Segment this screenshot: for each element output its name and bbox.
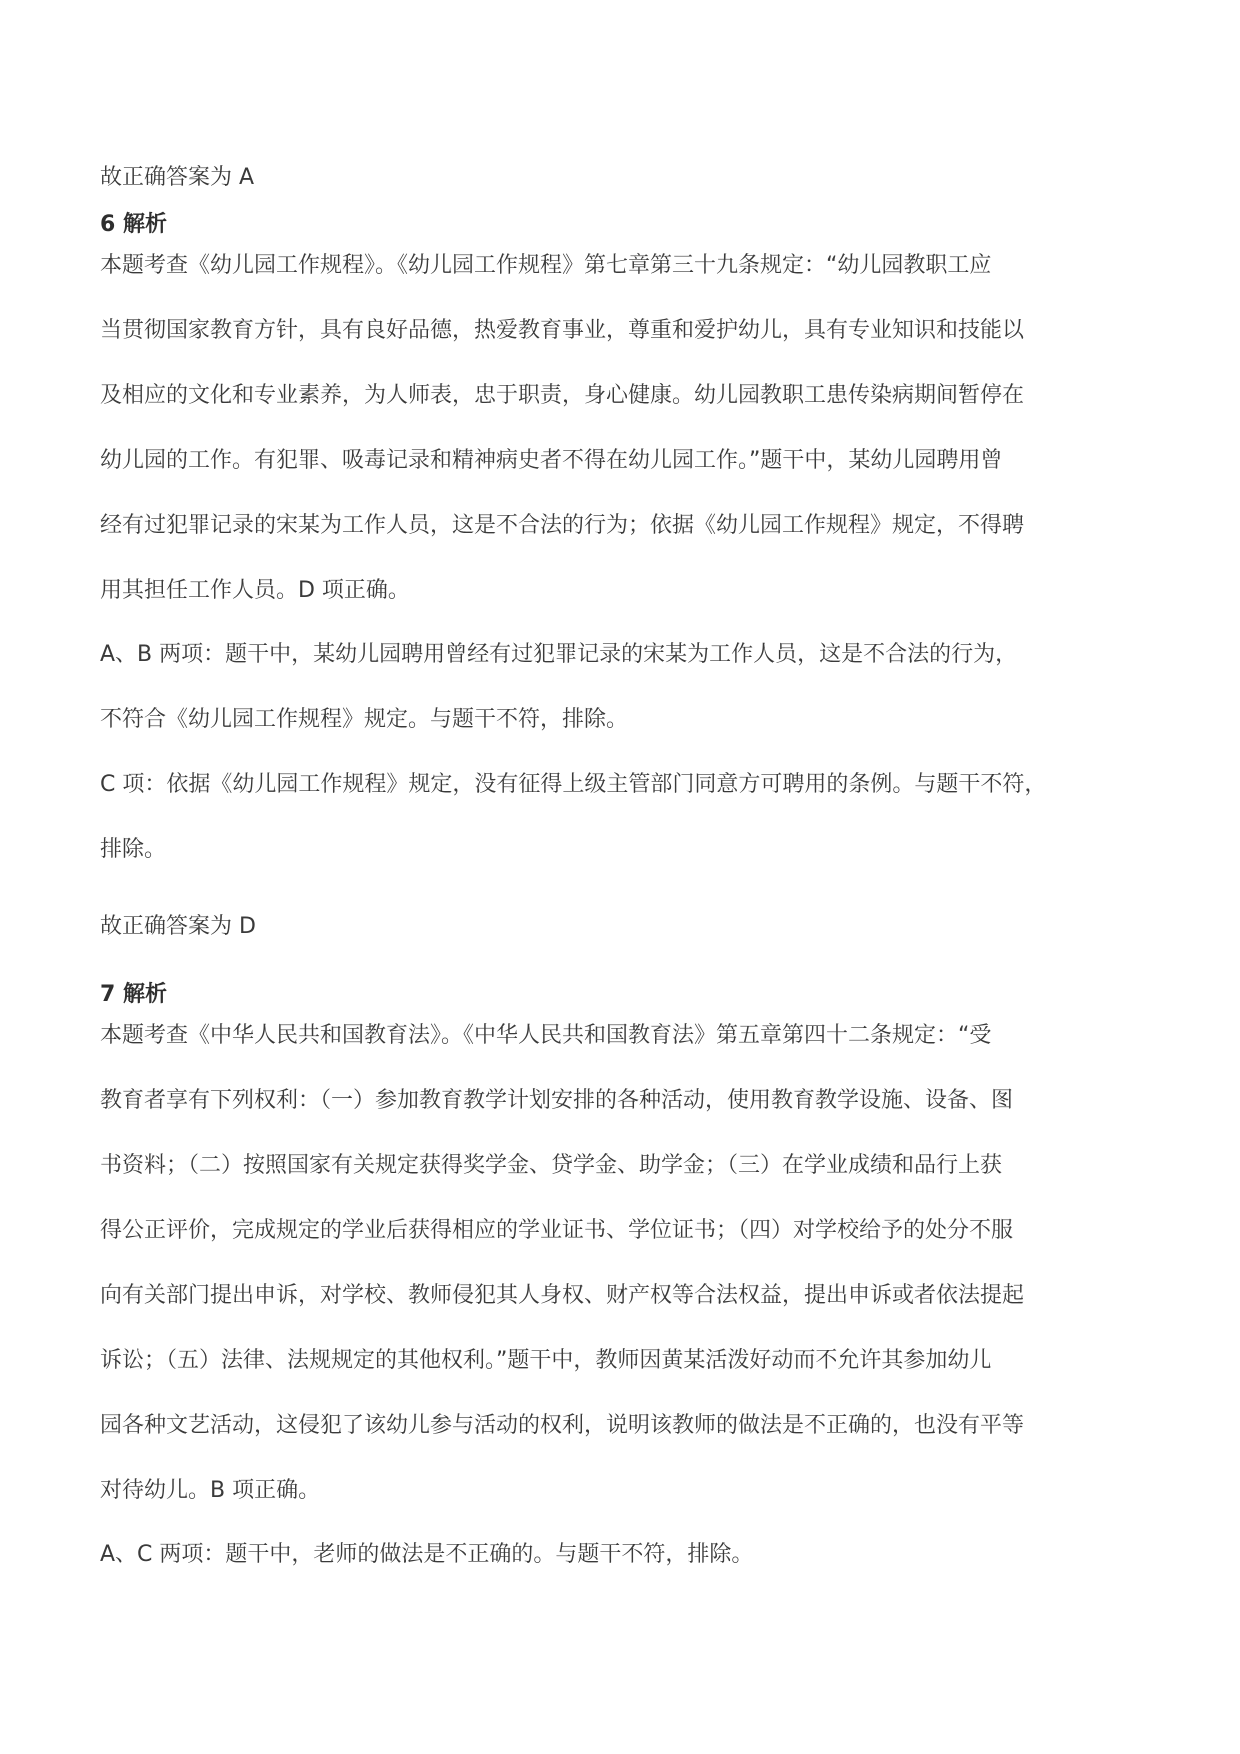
q7-p1-line-8: 对待幼儿。B 项正确。 bbox=[100, 1478, 321, 1503]
q7-paragraph-main bbox=[100, 1003, 1150, 1523]
q6-p1-line-1: 本题考查《幼儿园工作规程》。《幼儿园工作规程》第七章第三十九条规定：“幼儿园教职工应 bbox=[100, 253, 992, 278]
q7-p1-line-7: 园各种文艺活动，这侵犯了该幼儿参与活动的权利，说明该教师的做法是不正确的，也没有平等 bbox=[100, 1413, 1025, 1438]
q7-p1-line-2: 教育者享有下列权利：（一）参加教育教学计划安排的各种活动，使用教育教学设施、设备、图 bbox=[100, 1088, 1014, 1113]
q7-p1-line-4: 得公正评价，完成规定的学业后获得相应的学业证书、学位证书；（四）对学校给予的处分不服 bbox=[100, 1218, 1014, 1243]
q7-heading: 7 解析 bbox=[100, 982, 167, 1007]
q6-paragraph-ab bbox=[100, 622, 1150, 752]
q6-p1-line-4: 幼儿园的工作。有犯罪、吸毒记录和精神病史者不得在幼儿园工作。”题干中，某幼儿园聘用曾 bbox=[100, 448, 1003, 473]
q6-paragraph-c bbox=[100, 752, 1150, 882]
q6-p3-line-1: C 项：依据《幼儿园工作规程》规定，没有征得上级主管部门同意方可聘用的条例。与题干不符， bbox=[100, 772, 1047, 797]
q6-p1-line-3: 及相应的文化和专业素养，为人师表，忠于职责，身心健康。幼儿园教职工患传染病期间暂停在 bbox=[100, 383, 1025, 408]
q7-p1-line-1: 本题考查《中华人民共和国教育法》。《中华人民共和国教育法》第五章第四十二条规定：“受 bbox=[100, 1023, 992, 1048]
q6-p2-line-2: 不符合《幼儿园工作规程》规定。与题干不符，排除。 bbox=[100, 707, 629, 732]
q6-p1-line-6: 用其担任工作人员。D 项正确。 bbox=[100, 578, 410, 603]
q7-paragraph-ac bbox=[100, 1522, 1150, 1587]
q6-paragraph-main bbox=[100, 233, 1150, 623]
answer-line-a: 故正确答案为 A bbox=[100, 165, 255, 190]
q6-p3-line-2: 排除。 bbox=[100, 837, 167, 862]
answer-line-d: 故正确答案为 D bbox=[100, 914, 256, 939]
q7-p2-line-1: A、C 两项：题干中，老师的做法是不正确的。与题干不符，排除。 bbox=[100, 1542, 754, 1567]
q6-heading: 6 解析 bbox=[100, 212, 167, 237]
q6-p1-line-5: 经有过犯罪记录的宋某为工作人员，这是不合法的行为；依据《幼儿园工作规程》规定，不得聘 bbox=[100, 513, 1025, 538]
q7-p1-line-5: 向有关部门提出申诉，对学校、教师侵犯其人身权、财产权等合法权益，提出申诉或者依法提起 bbox=[100, 1283, 1025, 1308]
q6-p1-line-2: 当贯彻国家教育方针，具有良好品德，热爱教育事业，尊重和爱护幼儿，具有专业知识和技能以 bbox=[100, 318, 1025, 343]
q6-p2-line-1: A、B 两项：题干中，某幼儿园聘用曾经有过犯罪记录的宋某为工作人员，这是不合法的行为， bbox=[100, 642, 1018, 667]
q7-p1-line-6: 诉讼；（五）法律、法规规定的其他权利。”题干中，教师因黄某活泼好动而不允许其参加幼儿 bbox=[100, 1348, 992, 1373]
q7-p1-line-3: 书资料；（二）按照国家有关规定获得奖学金、贷学金、助学金；（三）在学业成绩和品行上获 bbox=[100, 1153, 1003, 1178]
